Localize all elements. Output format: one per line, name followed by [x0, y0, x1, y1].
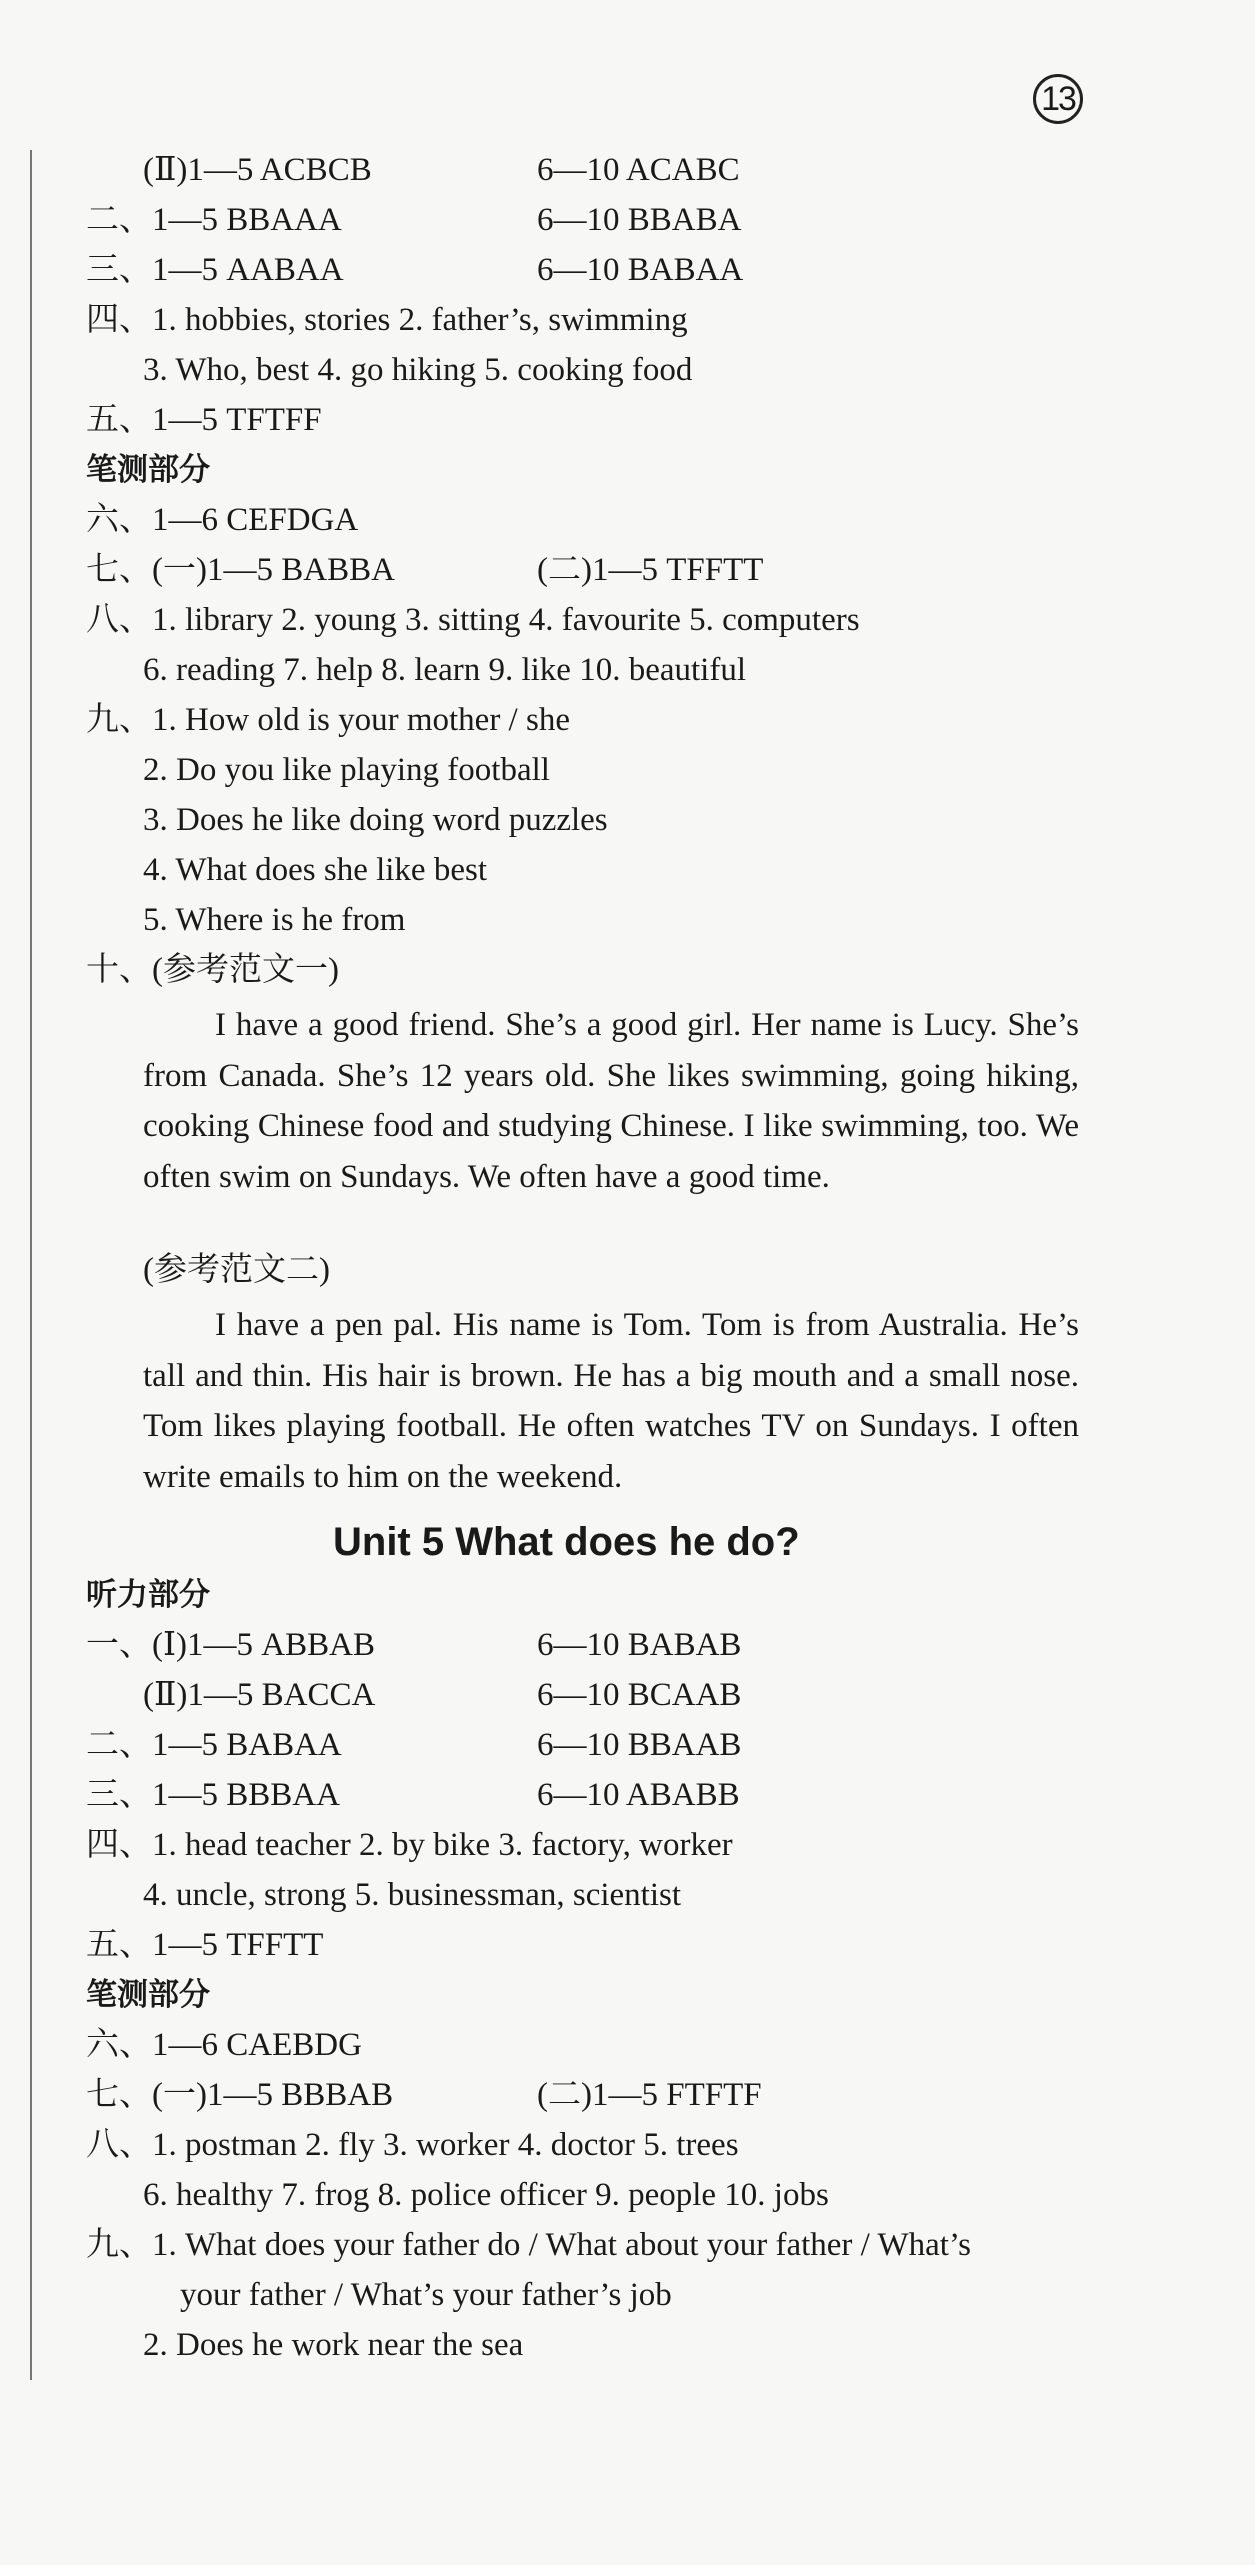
answer-line: 三、1—5 AABAA: [86, 252, 344, 288]
answer-line: 九、1. How old is your mother / she: [86, 702, 570, 738]
answer-line-col2: 6—10 BABAA: [537, 252, 744, 288]
answer-line: 一、(Ⅰ)1—5 ABBAB: [86, 1627, 375, 1663]
answer-line: 3. Does he like doing word puzzles: [143, 802, 608, 838]
answer-line: 三、1—5 BBBAA: [86, 1777, 340, 1813]
section-heading-written: 笔测部分: [86, 1977, 210, 2013]
answer-line-col2: 6—10 BCAAB: [537, 1677, 742, 1713]
answer-line: 六、1—6 CAEBDG: [86, 2027, 362, 2063]
answer-line-col2: 6—10 ABABB: [537, 1777, 740, 1813]
answer-line-col2: 6—10 BBABA: [537, 202, 742, 238]
answer-line-col2: 6—10 BBAAB: [537, 1727, 742, 1763]
unit-title: Unit 5 What does he do?: [333, 1520, 800, 1564]
answer-line: 3. Who, best 4. go hiking 5. cooking food: [143, 352, 693, 388]
answer-line: 八、1. postman 2. fly 3. worker 4. doctor 5. trees: [86, 2127, 739, 2163]
answer-line: 6. reading 7. help 8. learn 9. like 10. beautiful: [143, 652, 746, 688]
answer-line: 七、(一)1—5 BBBAB: [86, 2077, 394, 2113]
answer-line: 2. Does he work near the sea: [143, 2327, 524, 2363]
answer-line-col2: 6—10 ACABC: [537, 152, 740, 188]
answer-line: (Ⅱ)1—5 ACBCB: [143, 152, 372, 188]
margin-rule: [30, 150, 32, 2380]
section-heading-written: 笔测部分: [86, 452, 210, 488]
answer-line: 八、1. library 2. young 3. sitting 4. favourite 5. computers: [86, 602, 860, 638]
sample-essay-1: I have a good friend. She’s a good girl. Her name is Lucy. She’s from Canada. She’s 12 years old. She likes swimming, going hiking, cooking Chinese food and studying Chinese. I like swimming, too. We often swim on Sundays. We often have a good time.: [143, 1007, 1079, 1196]
sample-essay-2-label: (参考范文二): [143, 1252, 330, 1288]
answer-line-col2: (二)1—5 FTFTF: [537, 2077, 762, 2113]
answer-line: 六、1—6 CEFDGA: [86, 502, 359, 538]
answer-line: 二、1—5 BBAAA: [86, 202, 342, 238]
answer-line: 四、1. hobbies, stories 2. father’s, swimming: [86, 302, 688, 338]
answer-line: 二、1—5 BABAA: [86, 1727, 342, 1763]
answer-line: 5. Where is he from: [143, 902, 406, 938]
answer-line: 九、1. What does your father do / What about your father / What’s: [86, 2227, 971, 2263]
answer-line: 2. Do you like playing football: [143, 752, 550, 788]
answer-line-col2: 6—10 BABAB: [537, 1627, 742, 1663]
answer-line-col2: (二)1—5 TFFTT: [537, 552, 764, 588]
answer-line: 四、1. head teacher 2. by bike 3. factory, worker: [86, 1827, 733, 1863]
answer-line: 4. What does she like best: [143, 852, 487, 888]
answer-line: 五、1—5 TFTFF: [86, 402, 322, 438]
answer-line: 十、(参考范文一): [86, 952, 339, 988]
sample-essay-2: I have a pen pal. His name is Tom. Tom is from Australia. He’s tall and thin. His hair is brown. He has a big mouth and a small nose. Tom likes playing football. He often watches TV on Sundays. I often write emails to him on the weekend.: [143, 1307, 1079, 1496]
section-heading-listening: 听力部分: [86, 1577, 210, 1613]
page-number-badge: 13: [1033, 74, 1083, 124]
answer-line: 七、(一)1—5 BABBA: [86, 552, 395, 588]
answer-line: 4. uncle, strong 5. businessman, scientist: [143, 1877, 682, 1913]
answer-line: (Ⅱ)1—5 BACCA: [143, 1677, 376, 1713]
answer-line: 6. healthy 7. frog 8. police officer 9. people 10. jobs: [143, 2177, 829, 2213]
answer-line: your father / What’s your father’s job: [180, 2277, 672, 2313]
answer-line: 五、1—5 TFFTT: [86, 1927, 324, 1963]
